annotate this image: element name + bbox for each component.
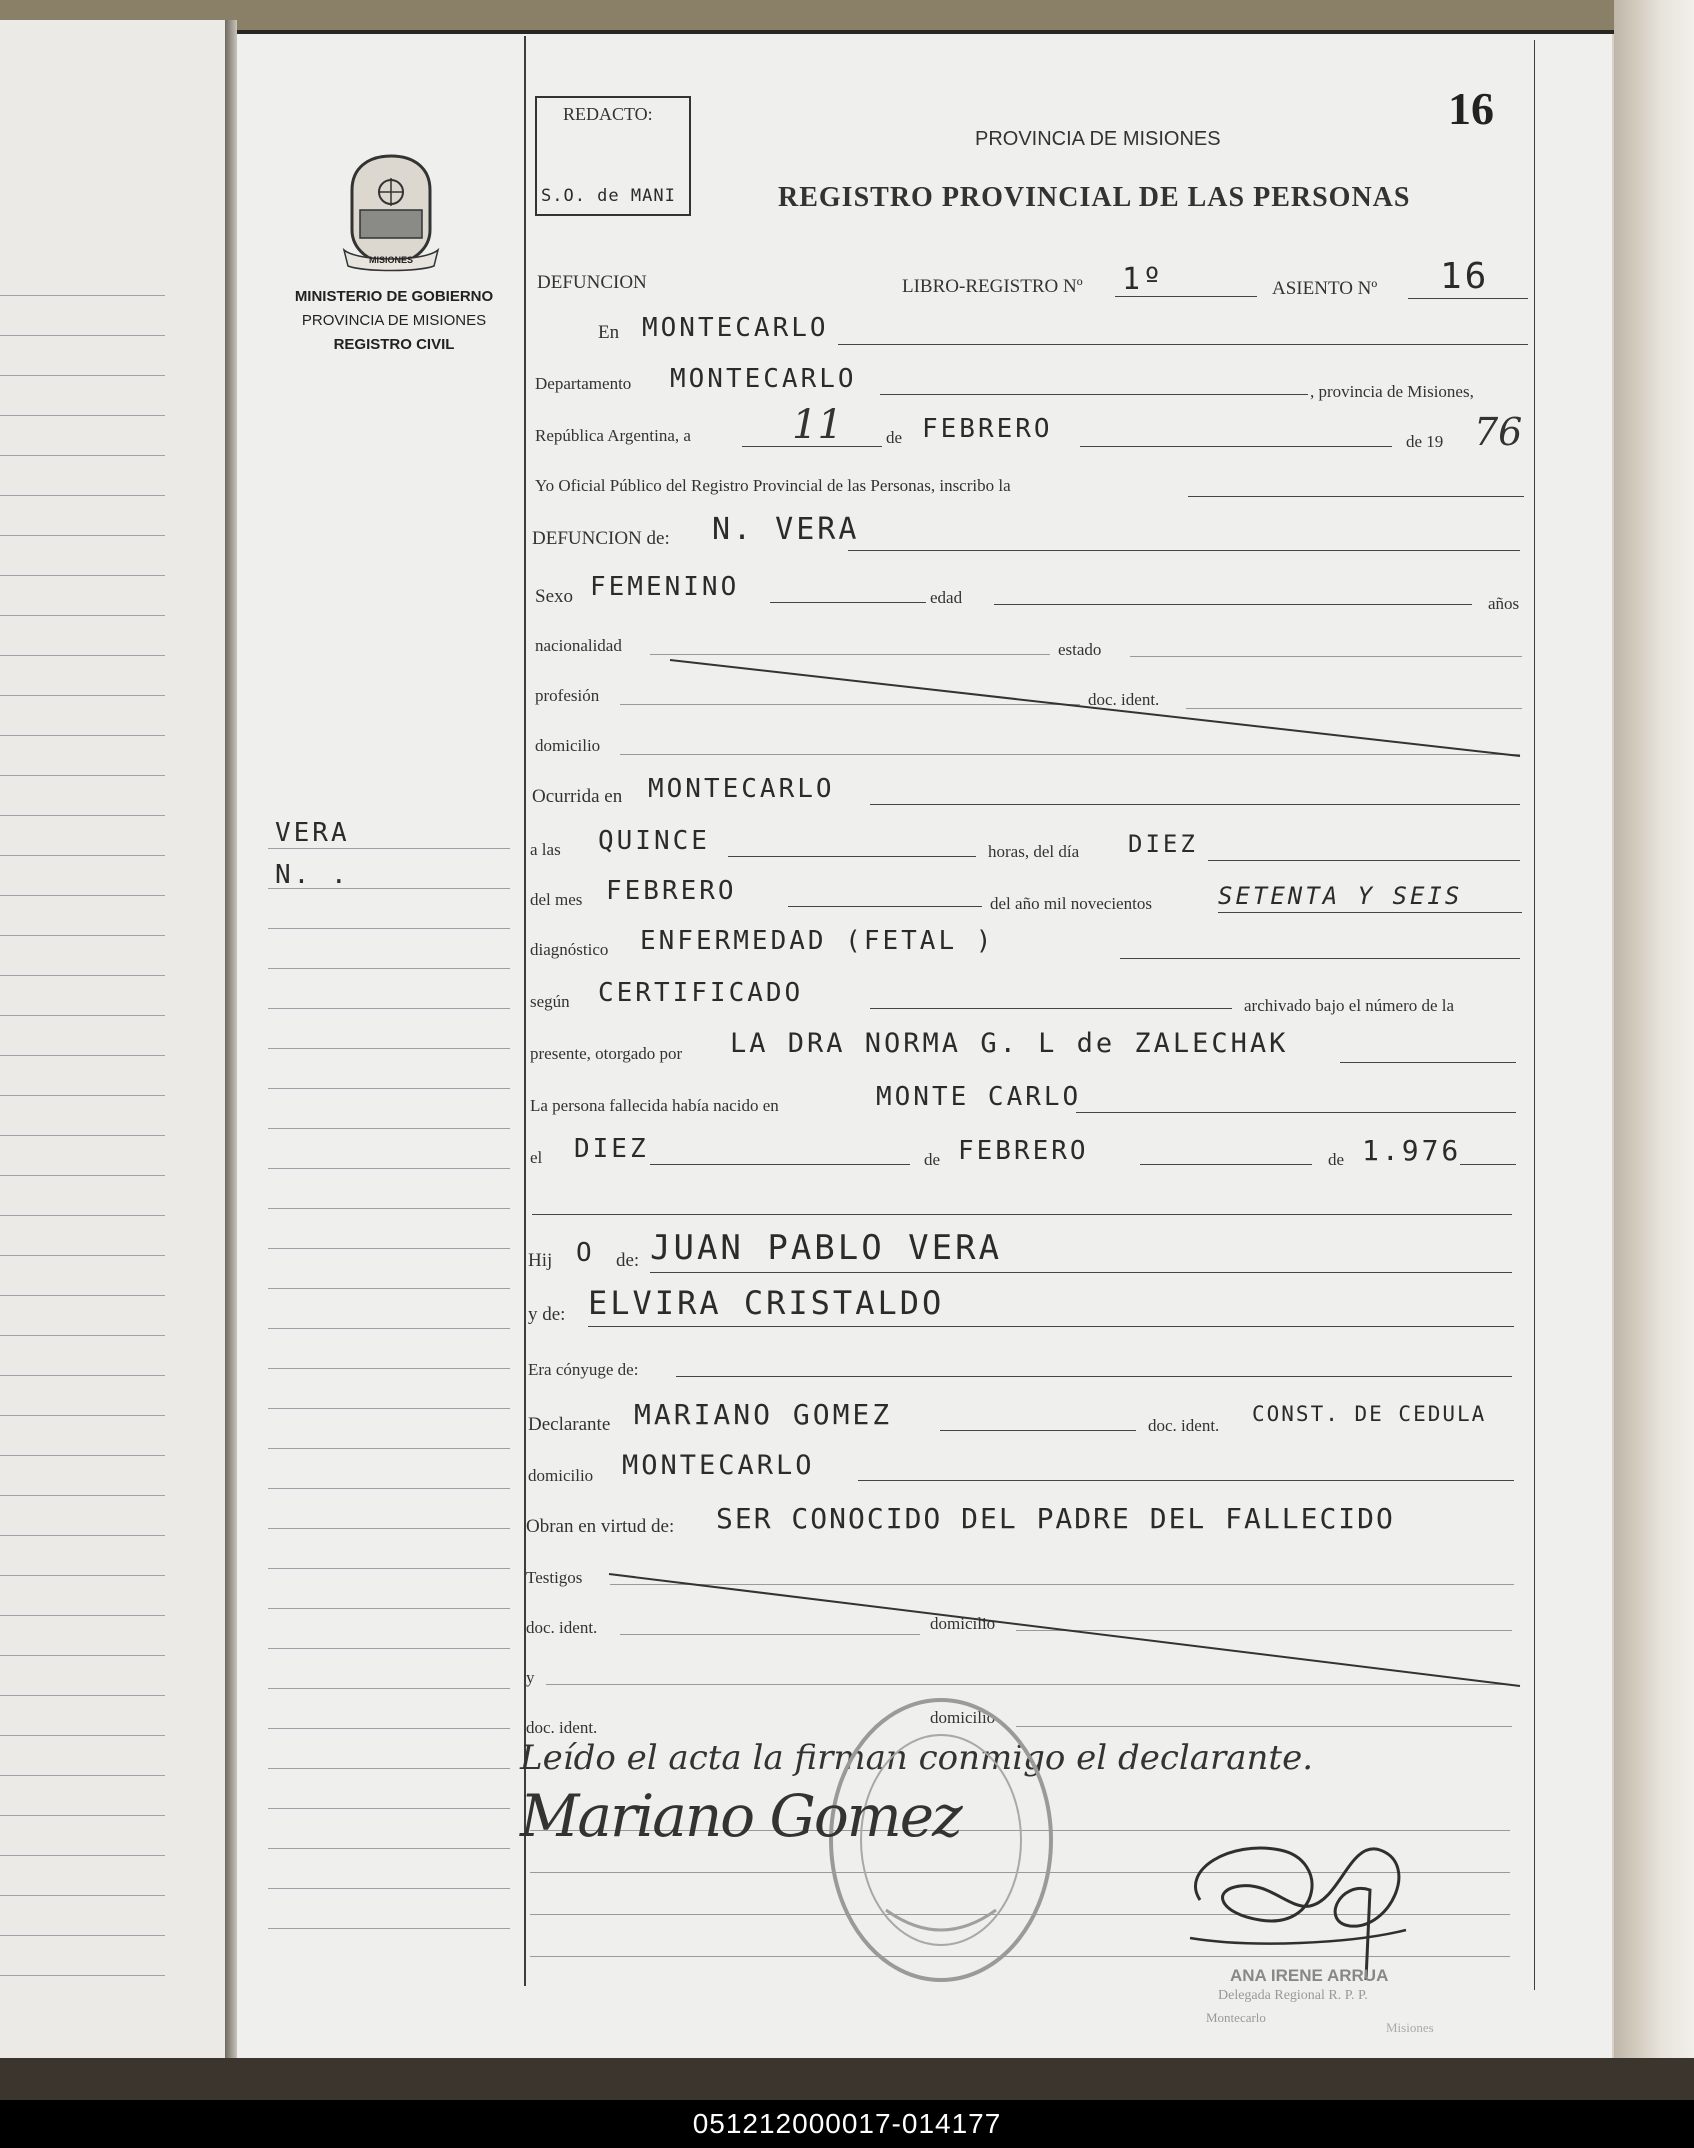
left-ruled-line bbox=[0, 1055, 165, 1056]
page-number: 16 bbox=[1448, 83, 1494, 134]
mes-muerte-value: FEBRERO bbox=[606, 876, 737, 906]
defuncion-label: DEFUNCION bbox=[537, 272, 647, 293]
t2-domicilio-rule bbox=[1016, 1726, 1512, 1727]
left-ruled-line bbox=[0, 1615, 165, 1616]
y-label: y bbox=[526, 1668, 535, 1687]
decl-domicilio-rule bbox=[858, 1480, 1514, 1481]
sexo-label: Sexo bbox=[535, 586, 573, 607]
edad-rule bbox=[994, 604, 1472, 605]
margin-surname: VERA bbox=[275, 818, 350, 848]
margin-line bbox=[268, 848, 510, 849]
left-ruled-line bbox=[0, 495, 165, 496]
margin-line bbox=[268, 1648, 510, 1649]
left-ruled-line bbox=[0, 775, 165, 776]
presente-value: LA DRA NORMA G. L de ZALECHAK bbox=[730, 1028, 1289, 1059]
obran-label: Obran en virtud de: bbox=[526, 1516, 675, 1537]
en-value: MONTECARLO bbox=[642, 313, 829, 343]
oficial-rule bbox=[1188, 496, 1524, 497]
departamento-value: MONTECARLO bbox=[670, 364, 857, 394]
departamento-rule bbox=[880, 394, 1308, 395]
left-ruled-line bbox=[0, 1135, 165, 1136]
margin-line bbox=[268, 1008, 510, 1009]
left-ruled-line bbox=[0, 415, 165, 416]
left-ruled-line bbox=[0, 815, 165, 816]
nac-dia-value: DIEZ bbox=[574, 1134, 649, 1164]
left-ruled-line bbox=[0, 1255, 165, 1256]
defuncion-de-rule bbox=[848, 550, 1520, 551]
edad-label: edad bbox=[930, 588, 963, 607]
margin-line bbox=[268, 1768, 510, 1769]
book-edge-bottom bbox=[0, 2058, 1694, 2100]
nac-anio-value: 1.976 bbox=[1362, 1134, 1462, 1167]
de19-label: de 19 bbox=[1406, 432, 1444, 451]
margin-line bbox=[268, 1928, 510, 1929]
madre-rule bbox=[588, 1326, 1514, 1327]
asiento-label: ASIENTO Nº bbox=[1272, 278, 1378, 299]
left-ruled-line bbox=[0, 1855, 165, 1856]
testigos-label: Testigos bbox=[526, 1568, 583, 1587]
archivado-text: archivado bajo el número de la bbox=[1244, 996, 1455, 1015]
margin-line bbox=[268, 928, 510, 929]
diagnostico-rule bbox=[1120, 958, 1520, 959]
margin-line bbox=[268, 1328, 510, 1329]
left-ruled-line bbox=[0, 375, 165, 376]
nac-de2-label: de bbox=[1328, 1150, 1345, 1169]
nac-dia-rule bbox=[650, 1164, 910, 1165]
diagnostico-label: diagnóstico bbox=[530, 940, 609, 959]
conyuge-rule bbox=[676, 1376, 1512, 1377]
barcode-id: 051212000017-014177 bbox=[692, 2108, 1002, 2139]
margin-line bbox=[268, 1368, 510, 1369]
margin-line bbox=[268, 1088, 510, 1089]
anio-muerte-value: SETENTA Y SEIS bbox=[1218, 882, 1463, 910]
left-ruled-line bbox=[0, 735, 165, 736]
margin-line bbox=[268, 1808, 510, 1809]
left-ruled-line bbox=[0, 1415, 165, 1416]
declarante-doc-value: CONST. DE CEDULA bbox=[1252, 1402, 1487, 1426]
left-ruled-line bbox=[0, 1535, 165, 1536]
left-ruled-line bbox=[0, 1335, 165, 1336]
doc-ident-label: doc. ident. bbox=[1088, 690, 1160, 709]
margin-line bbox=[268, 1688, 510, 1689]
republica-label: República Argentina, a bbox=[535, 426, 691, 445]
ocurrida-label: Ocurrida en bbox=[532, 786, 623, 807]
official-place: Montecarlo bbox=[1206, 2010, 1266, 2025]
dia-value: 11 bbox=[792, 402, 843, 448]
a-las-label: a las bbox=[530, 840, 561, 859]
del-anio-label: del año mil novecientos bbox=[990, 894, 1152, 913]
left-ruled-line bbox=[0, 1575, 165, 1576]
svg-text:MISIONES: MISIONES bbox=[368, 255, 414, 265]
official-signature-icon bbox=[1170, 1820, 1430, 1990]
declarante-label: Declarante bbox=[528, 1414, 611, 1435]
presente-label: presente, otorgado por bbox=[530, 1044, 683, 1063]
dia-muerte-rule bbox=[1208, 860, 1520, 861]
libro-label: LIBRO-REGISTRO Nº bbox=[902, 276, 1083, 297]
estado-label: estado bbox=[1058, 640, 1102, 659]
declarante-doc-label: doc. ident. bbox=[1148, 1416, 1220, 1435]
book-gutter bbox=[225, 20, 237, 2060]
left-ruled-line bbox=[0, 1215, 165, 1216]
ocurrida-rule bbox=[870, 804, 1520, 805]
conyuge-label: Era cónyuge de: bbox=[528, 1360, 639, 1379]
declarante-rule bbox=[940, 1430, 1136, 1431]
margin-line bbox=[268, 1248, 510, 1249]
hijo-suffix: O bbox=[576, 1238, 595, 1268]
left-ruled-line bbox=[0, 935, 165, 936]
defuncion-de-label: DEFUNCION de: bbox=[532, 528, 670, 549]
margin-line bbox=[268, 1168, 510, 1169]
nacido-rule bbox=[1076, 1112, 1516, 1113]
departamento-label: Departamento bbox=[535, 374, 632, 393]
margin-initial: N. . bbox=[275, 860, 350, 890]
nac-de-label: de bbox=[924, 1150, 941, 1169]
closing-text: Leído el acta la firman conmigo el declarante. bbox=[520, 1738, 1314, 1778]
margin-line bbox=[268, 1208, 510, 1209]
book-cover-right bbox=[1614, 0, 1694, 2100]
testigos-strike-line bbox=[605, 1570, 1525, 1690]
margin-line bbox=[268, 1728, 510, 1729]
margin-line bbox=[268, 968, 510, 969]
mes-value: FEBRERO bbox=[922, 414, 1053, 444]
hora-value: QUINCE bbox=[598, 826, 710, 856]
t-domicilio-label: domicilio bbox=[930, 1614, 996, 1633]
nacionalidad-label: nacionalidad bbox=[535, 636, 622, 655]
left-ruled-line bbox=[0, 535, 165, 536]
left-ruled-line bbox=[0, 295, 165, 296]
left-ruled-line bbox=[0, 1095, 165, 1096]
emblem-ministry: MINISTERIO DE GOBIERNO bbox=[294, 288, 494, 305]
profesion-label: profesión bbox=[535, 686, 600, 705]
margin-line bbox=[268, 1448, 510, 1449]
t-doc-label: doc. ident. bbox=[526, 1618, 598, 1637]
left-ruled-line bbox=[0, 1455, 165, 1456]
defuncion-de-value: N. VERA bbox=[712, 512, 860, 547]
left-ruled-line bbox=[0, 695, 165, 696]
dia-muerte-value: DIEZ bbox=[1128, 830, 1198, 858]
decl-domicilio-value: MONTECARLO bbox=[622, 1450, 815, 1481]
redacto-label: REDACTO: bbox=[563, 104, 653, 124]
segun-rule bbox=[870, 1008, 1232, 1009]
oficial-text: Yo Oficial Público del Registro Provincial de las Personas, inscribo la bbox=[535, 476, 1011, 495]
hijo-label: Hij bbox=[528, 1250, 553, 1271]
nacido-value: MONTE CARLO bbox=[876, 1082, 1082, 1112]
left-ruled-line bbox=[0, 855, 165, 856]
barcode-bar bbox=[0, 2100, 1694, 2148]
anio-muerte-rule bbox=[1218, 912, 1522, 913]
mes-muerte-rule bbox=[788, 906, 982, 907]
margin-line bbox=[268, 1288, 510, 1289]
t2-doc-label: doc. ident. bbox=[526, 1718, 598, 1737]
margin-line bbox=[268, 1408, 510, 1409]
book-cover-top bbox=[0, 0, 1694, 30]
left-ruled-line bbox=[0, 1015, 165, 1016]
sexo-rule bbox=[770, 602, 926, 603]
decl-domicilio-label: domicilio bbox=[528, 1466, 594, 1485]
anio-value: 76 bbox=[1474, 410, 1523, 454]
hijo-de-label: de: bbox=[616, 1250, 640, 1271]
left-ruled-line bbox=[0, 615, 165, 616]
redacto-box bbox=[535, 96, 691, 216]
left-ruled-line bbox=[0, 1375, 165, 1376]
left-ruled-line bbox=[0, 655, 165, 656]
right-border bbox=[1534, 40, 1535, 1990]
coat-of-arms-icon bbox=[338, 150, 444, 272]
official-name: ANA IRENE ARRUA bbox=[1230, 1966, 1389, 1985]
margin-line bbox=[268, 1888, 510, 1889]
left-ruled-line bbox=[0, 335, 165, 336]
margin-line bbox=[268, 1488, 510, 1489]
left-ruled-line bbox=[0, 975, 165, 976]
left-ruled-line bbox=[0, 455, 165, 456]
left-ruled-line bbox=[0, 1655, 165, 1656]
asiento-rule bbox=[1408, 298, 1528, 299]
libro-value: 1º bbox=[1122, 262, 1165, 297]
anios-label: años bbox=[1488, 594, 1520, 613]
margin-line bbox=[268, 1528, 510, 1529]
province-heading: PROVINCIA DE MISIONES bbox=[975, 128, 1221, 150]
blank-rule bbox=[532, 1214, 1512, 1215]
provincia-text: , provincia de Misiones, bbox=[1310, 382, 1474, 401]
ocurrida-value: MONTECARLO bbox=[648, 774, 835, 804]
presente-rule bbox=[1340, 1062, 1516, 1063]
y-de-label: y de: bbox=[528, 1304, 566, 1325]
nac-anio-rule bbox=[1460, 1164, 1516, 1165]
nacido-label: La persona fallecida había nacido en bbox=[530, 1096, 779, 1115]
margin-line bbox=[268, 1048, 510, 1049]
left-ruled-line bbox=[0, 1495, 165, 1496]
nac-mes-rule bbox=[1140, 1164, 1312, 1165]
declarante-value: MARIANO GOMEZ bbox=[634, 1398, 893, 1431]
madre-value: ELVIRA CRISTALDO bbox=[588, 1284, 945, 1322]
del-mes-label: del mes bbox=[530, 890, 583, 909]
segun-value: CERTIFICADO bbox=[598, 978, 804, 1008]
diagnostico-value: ENFERMEDAD (FETAL ) bbox=[640, 926, 995, 956]
segun-label: según bbox=[530, 992, 570, 1011]
de-label: de bbox=[886, 428, 903, 447]
en-label: En bbox=[598, 322, 620, 343]
left-ruled-line bbox=[0, 1775, 165, 1776]
margin-line bbox=[268, 1128, 510, 1129]
left-ruled-line bbox=[0, 575, 165, 576]
obran-value: SER CONOCIDO DEL PADRE DEL FALLECIDO bbox=[716, 1502, 1395, 1535]
redacto-value: S.O. de MANI bbox=[541, 186, 676, 206]
asiento-value: 16 bbox=[1440, 256, 1490, 297]
emblem-registry: REGISTRO CIVIL bbox=[333, 336, 455, 353]
left-ruled-line bbox=[0, 1975, 165, 1976]
horas-label: horas, del día bbox=[988, 842, 1080, 861]
margin-line bbox=[268, 1608, 510, 1609]
nac-mes-value: FEBRERO bbox=[958, 1136, 1089, 1166]
mes-rule bbox=[1080, 446, 1392, 447]
left-ruled-line bbox=[0, 1175, 165, 1176]
padre-value: JUAN PABLO VERA bbox=[650, 1228, 1003, 1268]
padre-rule bbox=[650, 1272, 1512, 1273]
left-ruled-line bbox=[0, 895, 165, 896]
declarante-signature: Mariano Gomez bbox=[520, 1782, 961, 1850]
margin-divider bbox=[524, 36, 526, 1986]
dia-rule bbox=[742, 446, 882, 447]
left-ruled-line bbox=[0, 1295, 165, 1296]
margin-line bbox=[268, 1568, 510, 1569]
en-rule bbox=[838, 344, 1528, 345]
el-label: el bbox=[530, 1148, 543, 1167]
official-title: Delegada Regional R. P. P. bbox=[1218, 1988, 1368, 2003]
domicilio-label: domicilio bbox=[535, 736, 601, 755]
left-ruled-line bbox=[0, 1695, 165, 1696]
left-ruled-line bbox=[0, 1735, 165, 1736]
left-ruled-line bbox=[0, 1935, 165, 1936]
margin-line bbox=[268, 1848, 510, 1849]
left-page bbox=[0, 20, 228, 2060]
libro-rule bbox=[1115, 296, 1257, 297]
hora-rule bbox=[728, 856, 976, 857]
left-ruled-line bbox=[0, 1815, 165, 1816]
emblem-province: PROVINCIA DE MISIONES bbox=[301, 312, 487, 329]
t2-domicilio-label: domicilio bbox=[930, 1708, 996, 1727]
registry-heading: REGISTRO PROVINCIAL DE LAS PERSONAS bbox=[778, 182, 1411, 213]
sexo-value: FEMENINO bbox=[590, 572, 740, 602]
left-ruled-line bbox=[0, 1895, 165, 1896]
cancel-strike-line bbox=[660, 650, 1530, 760]
official-province: Misiones bbox=[1386, 2020, 1434, 2035]
